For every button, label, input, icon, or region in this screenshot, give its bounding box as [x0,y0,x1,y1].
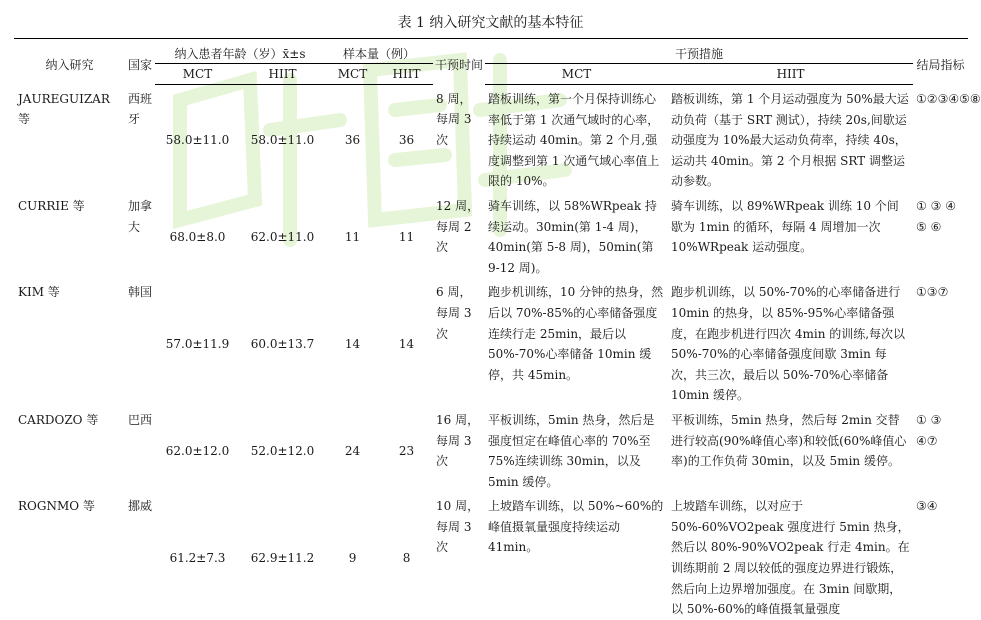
cell-n-hiit: 11 [398,229,415,244]
cell-hiit: 跑步机训练，以 50%-70%的心率储备进行 10min 的热身，以 85%-95%心率储备强度，在跑步机进行四次 4min 的训练,每次以 50%-70%的心率储备强度间歇 3min 每次，共三次，最后以 50%-70%心率储备 10min 缓停。 [671,285,906,403]
header-measures-hiit: HIIT [668,64,913,85]
header-measures-mct: MCT [485,64,668,85]
header-sample: 样本量（例） [325,39,433,64]
cell-study: ROGNMO 等 [18,499,95,514]
cell-study: CURRIE 等 [18,198,85,213]
cell-mct: 跑步机训练，10 分钟的热身，然后以 70%-85%的心率储备强度连续行走 25min，最后以 50%-70%心率储备 10min 缓停，共 45min。 [488,285,664,382]
cell-mct: 平板训练，5min 热身，然后是强度恒定在峰值心率的 70%至 75%连续训练 30min，以及 5min 缓停。 [488,412,655,489]
table-caption: 表 1 纳入研究文献的基本特征 [397,15,584,31]
cell-n-hiit: 8 [402,550,411,565]
cell-age-mct: 61.2±7.3 [169,550,226,565]
header-sample-hiit: HIIT [380,64,433,85]
cell-n-mct: 11 [344,229,361,244]
header-sample-mct: MCT [325,64,380,85]
cell-age-hiit: 62.9±11.2 [250,550,315,565]
cell-hiit: 平板训练，5min 热身，然后每 2min 交替进行较高(90%峰值心率)和较低(60%峰值心率)的工作负荷 30min，以及 5min 缓停。 [671,412,907,469]
cell-age-mct: 68.0±8.0 [169,229,226,244]
table-row [14,85,968,192]
cell-age-hiit: 62.0±11.0 [250,229,315,244]
cell-outcome: ③④ [916,499,938,514]
header-age-mct: MCT [155,64,240,85]
cell-country: 西班牙 [128,91,153,127]
cell-age-hiit: 58.0±11.0 [250,133,315,148]
cell-n-hiit: 14 [398,336,415,351]
cell-study: KIM 等 [18,285,60,300]
cell-mct: 踏板训练，第一个月保持训练心率低于第 1 次通气域时的心率，持续运动 40min。第 2 个月,强度调整到第 1 次通气域心率值上限的 10%。 [488,92,660,189]
table-row [14,492,968,620]
cell-country: 挪威 [128,499,153,514]
cell-hiit: 骑车训练，以 89%WRpeak 训练 10 个间歇为 1min 的循环，每隔 4 周增加一次 10%WRpeak 运动强度。 [671,198,899,255]
table-row [14,406,968,492]
header-study: 纳入研究 [14,39,125,85]
cell-age-mct: 57.0±11.9 [165,336,230,351]
table-row [14,192,968,278]
cell-age-hiit: 60.0±13.7 [250,336,315,351]
cell-period: 16 周，每周 3 次 [436,412,480,469]
cell-study: CARDOZO 等 [18,412,99,427]
cell-country: 韩国 [128,285,153,300]
cell-study: JAUREGUIZAR 等 [18,91,110,127]
cell-outcome: ① ③ ④⑦ [916,412,942,448]
cell-n-mct: 14 [344,336,361,351]
cell-mct: 骑车训练，以 58%WRpeak 持续运动。30min(第 1-4 周)，40min(第 5-8 周)，50min(第 9-12 周)。 [488,198,657,275]
header-country: 国家 [125,39,155,85]
cell-age-mct: 62.0±12.0 [165,443,230,458]
cell-hiit: 踏板训练，第 1 个月运动强度为 50%最大运动负荷（基于 SRT 测试），持续 20s,间歇运动强度为 10%最大运动负荷率，持续 40s，运动共 40min。第 2 个月根据 SRT 调整运动参数。 [671,92,909,189]
header-age: 纳入患者年龄（岁）x̄±s [155,39,325,64]
cell-outcome: ① ③ ④ ⑤ ⑥ [916,198,956,234]
cell-age-hiit: 52.0±12.0 [250,443,315,458]
cell-n-hiit: 23 [398,443,415,458]
cell-n-mct: 24 [344,443,361,458]
header-measures: 干预措施 [485,39,913,64]
cell-outcome: ①②③④⑤⑧ [916,91,981,106]
cell-outcome: ①③⑦ [916,285,949,300]
cell-country: 巴西 [128,412,153,427]
cell-n-hiit: 36 [398,133,415,148]
header-outcome: 结局指标 [913,39,968,85]
cell-n-mct: 36 [344,133,361,148]
cell-mct: 上坡踏车训练，以 50%~60%的峰值摄氧量强度持续运动 41min。 [488,499,664,555]
cell-n-mct: 9 [348,550,357,565]
study-characteristics-table [14,38,981,620]
cell-period: 8 周，每周 3 次 [436,91,472,147]
header-age-hiit: HIIT [240,64,325,85]
cell-country: 加拿大 [128,198,153,234]
table-row [14,278,968,406]
cell-age-mct: 58.0±11.0 [165,133,230,148]
cell-hiit: 上坡踏车训练，以对应于 50%-60%VO2peak 强度进行 5min 热身，然后以 80%-90%VO2peak 行走 4min。在训练期前 2 周以较低的强度边界进行锻炼，然后向上边界增加强度。在 3min 间歇期，以 50%-60%的峰值摄氧量强度 [671,499,910,617]
cell-period: 10 周，每周 3 次 [436,499,480,555]
cell-period: 12 周，每周 2 次 [436,198,480,255]
cell-period: 6 周，每周 3 次 [436,285,472,341]
header-period: 干预时间 [433,39,485,85]
